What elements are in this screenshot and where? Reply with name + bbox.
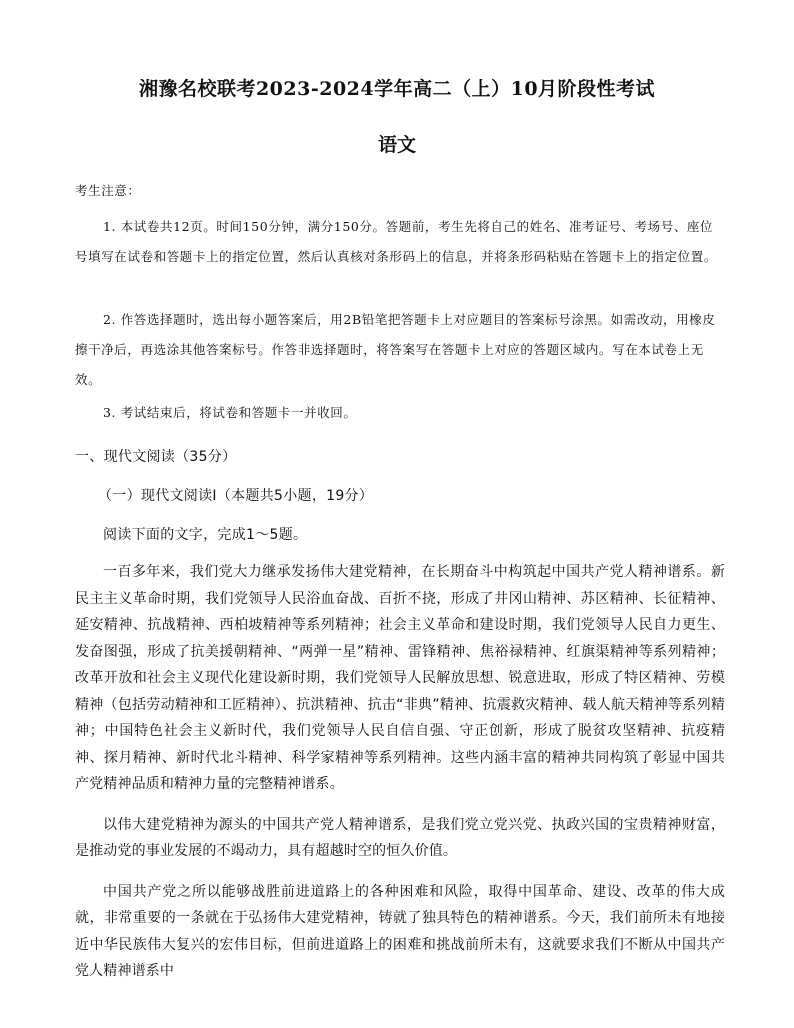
passage-paragraph-2: 以伟大建党精神为源头的中国共产党人精神谱系，是我们党立党兴党、执政兴国的宝贵精神财富，是推动党的事业发展的不竭动力，具有超越时空的恒久价值。 bbox=[75, 816, 725, 859]
notice-list bbox=[75, 212, 725, 272]
notice-item-1: 1. 本试卷共12页。时间150分钟，满分150分。答题前，考生先将自己的姓名、准考证号、考场号、座位号填写在试卷和答题卡上的指定位置，然后认真核对条形码上的信息，并将条形码粘贴在答题卡上的指定位置。 bbox=[75, 219, 717, 264]
section-heading: 一、现代文阅读（35分） bbox=[75, 449, 237, 465]
notice-list-3 bbox=[75, 398, 725, 428]
passage-paragraph-3: 中国共产党之所以能够战胜前进道路上的各种困难和风险，取得中国革命、建设、改革的伟大成就，非常重要的一条就在于弘扬伟大建党精神，铸就了独具特色的精神谱系。今天，我们前所未有地接近中华民族伟大复兴的宏伟目标，但前进道路上的困难和挑战前所未有，这就要求我们不断从中国共产党人精神谱系中 bbox=[75, 883, 725, 979]
section-subheading: （一）现代文阅读I（本题共5小题，19分） bbox=[98, 488, 374, 504]
reading-instruction: 阅读下面的文字，完成1～5题。 bbox=[103, 527, 308, 543]
reading-passage bbox=[75, 559, 725, 999]
passage-paragraph-1: 一百多年来，我们党大力继承发扬伟大建党精神，在长期奋斗中构筑起中国共产党人精神谱系。新民主主义革命时期，我们党领导人民浴血奋战、百折不挠，形成了井冈山精神、苏区精神、长征精神、延安精神、抗战精神、西柏坡精神等系列精神；社会主义革命和建设时期，我们党领导人民自力更生、发奋图强，形成了抗美援朝精神、“两弹一星”精神、雷锋精神、焦裕禄精神、红旗渠精神等系列精神；改革开放和社会主义现代化建设新时期，我们党领导人民解放思想、锐意进取，形成了特区精神、劳模精神（包括劳动精神和工匠精神）、抗洪精神、抗击“非典”精神、抗震救灾精神、载人航天精神等系列精神；中国特色社会主义新时代，我们党领导人民自信自强、守正创新，形成了脱贫攻坚精神、抗疫精神、探月精神、新时代北斗精神、科学家精神等系列精神。这些内涵丰富的精神共同构筑了彰显中国共产党精神品质和精神力量的完整精神谱系。 bbox=[75, 564, 725, 792]
subject-title: 语文 bbox=[377, 134, 416, 156]
notice-heading: 考生注意： bbox=[75, 183, 141, 198]
notice-list-2 bbox=[75, 305, 725, 395]
notice-item-3: 3. 考试结束后，将试卷和答题卡一并收回。 bbox=[103, 405, 357, 420]
notice-item-2: 2. 作答选择题时，选出每小题答案后，用2B铅笔把答题卡上对应题目的答案标号涂黑。如需改动，用橡皮擦干净后，再选涂其他答案标号。作答非选择题时，将答案写在答题卡上对应的答题区域内。写在本试卷上无效。 bbox=[75, 312, 716, 387]
exam-title: 湘豫名校联考2023-2024学年高二（上）10月阶段性考试 bbox=[138, 78, 656, 100]
